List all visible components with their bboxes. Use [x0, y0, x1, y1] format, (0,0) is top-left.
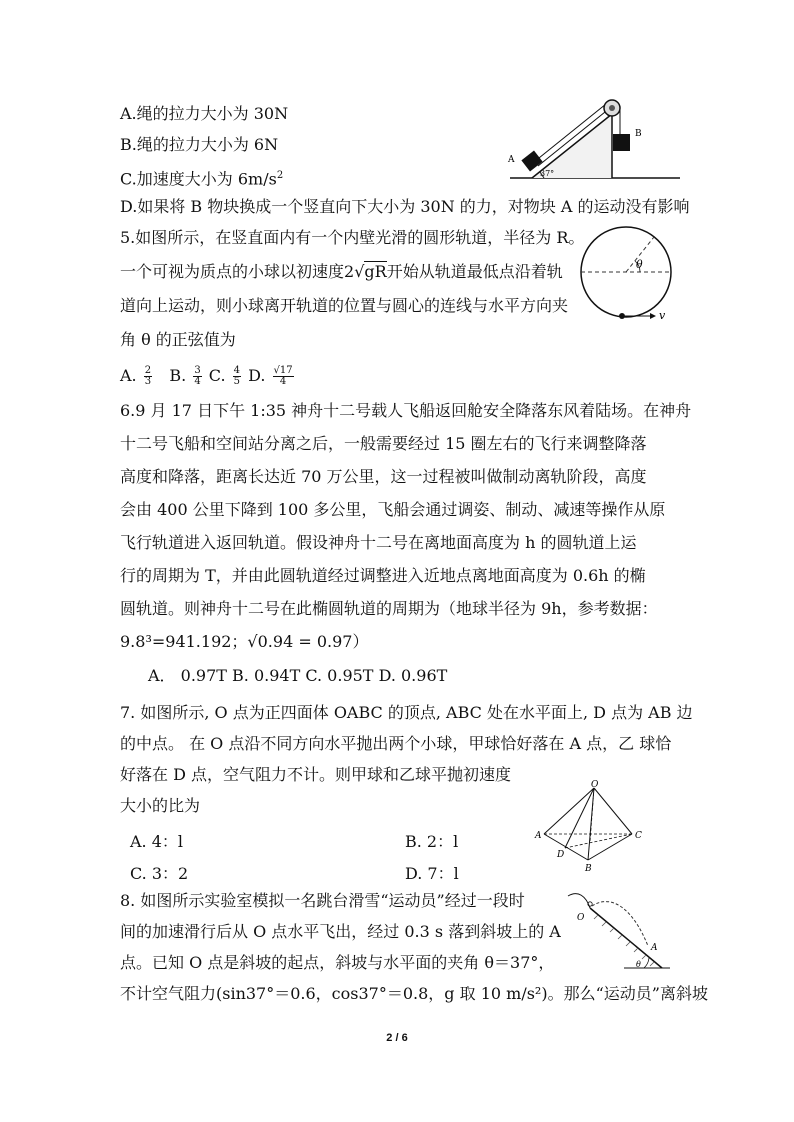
q8-label-a: A: [651, 943, 658, 953]
q4-angle-label: 37°: [540, 169, 555, 178]
q7-option-d: D. 7：l: [405, 864, 459, 883]
q4-label-a: A: [508, 155, 515, 165]
q8-theta-label: θ: [636, 960, 641, 969]
q5-line-2-radicand: gR: [364, 262, 387, 281]
q5-v-label: v: [659, 309, 666, 322]
q6-data-line: 9.8³=941.192；√0.94 = 0.97）: [120, 632, 369, 651]
q5-option-c-label: C.: [208, 366, 226, 385]
sqrt-sign: √: [354, 262, 365, 281]
q7-tetrahedron-figure: [534, 780, 650, 872]
q6-line-3: 高度和降落，距离长达近 70 万公里，这一过程被叫做制动离轨阶段，高度: [120, 467, 647, 486]
q5-option-c-numerator: 4: [233, 365, 241, 376]
q4-option-b: B.绳的拉力大小为 6N: [120, 135, 279, 154]
q7-line-1: 7. 如图所示, O 点为正四面体 OABC 的顶点, ABC 处在水平面上, D 点为 AB 边: [120, 703, 693, 722]
q7-label-c: C: [635, 831, 642, 841]
q6-line-1: 6.9 月 17 日下午 1:35 神舟十二号载人飞船返回舱安全降落东风着陆场。在神舟: [120, 401, 692, 420]
q8-line-3: 点。已知 O 点是斜坡的起点，斜坡与水平面的夹角 θ＝37°，: [120, 953, 555, 972]
q6-line-4: 会由 400 公里下降到 100 多公里，飞船会通过调姿、制动、减速等操作从原: [120, 500, 666, 519]
q5-option-b-fraction: [193, 366, 201, 387]
q4-option-c: [120, 166, 283, 189]
q5-option-a-denominator: 3: [144, 376, 152, 387]
q5-option-c-denominator: 5: [233, 376, 241, 387]
q5-options: [120, 366, 296, 387]
q5-option-d: [248, 366, 296, 385]
q5-option-d-label: D.: [248, 366, 266, 385]
q7-label-a: A: [535, 831, 542, 841]
q6-line-7: 圆轨道。则神舟十二号在此椭圆轨道的周期为（地球半径为 9h，参考数据：: [120, 599, 658, 618]
q7-label-b: B: [585, 864, 592, 872]
q6-line-5: 飞行轨道进入返回轨道。假设神舟十二号在离地面高度为 h 的圆轨道上运: [120, 533, 637, 552]
q5-line-1: 5.如图所示，在竖直面内有一个内壁光滑的圆形轨道，半径为 R。: [120, 228, 585, 247]
q8-label-o: O: [577, 913, 585, 923]
q5-line-3: 道向上运动，则小球离开轨道的位置与圆心的连线与水平方向夹: [120, 296, 569, 315]
q8-line-4: 不计空气阻力(sin37°＝0.6，cos37°＝0.8，g 取 10 m/s²)。那么“运动员”离斜坡: [120, 984, 708, 1003]
q4-option-d: D.如果将 B 物块换成一个竖直向下大小为 30N 的力，对物块 A 的运动没有影响: [120, 197, 690, 216]
q5-option-d-fraction: [273, 366, 294, 387]
q7-option-a: A. 4：l: [130, 832, 184, 851]
q5-option-a: [120, 366, 154, 385]
q5-option-b-numerator: 3: [194, 365, 201, 376]
q5-option-a-label: A.: [120, 366, 137, 385]
page-number: 2 / 6: [386, 1032, 408, 1044]
q7-option-b: B. 2：l: [405, 832, 459, 851]
q7-line-3: 好落在 D 点，空气阻力不计。则甲球和乙球平抛初速度: [120, 765, 512, 784]
q8-ski-slope-figure: [562, 884, 674, 972]
q5-option-b-denominator: 4: [194, 376, 201, 387]
q5-option-b: [169, 366, 203, 385]
q6-options: A． 0.97T B. 0.94T C. 0.95T D. 0.96T: [148, 666, 448, 685]
q7-line-2: 的中点。 在 O 点沿不同方向水平抛出两个小球，甲球恰好落在 A 点，乙 球恰: [120, 734, 672, 753]
q5-option-b-label: B.: [169, 366, 187, 385]
q4-option-a: A.绳的拉力大小为 30N: [120, 104, 289, 123]
q5-option-a-numerator: 2: [144, 365, 152, 376]
q4-label-b: B: [635, 129, 642, 139]
q5-option-d-denominator: 4: [279, 376, 287, 387]
q4-option-c-text: C.加速度大小为 6m/s: [120, 169, 277, 189]
q8-line-1: 8. 如图所示实验室模拟一名跳台滑雪“运动员”经过一段时: [120, 891, 525, 910]
q5-option-d-numerator: √17: [273, 365, 293, 376]
q5-circular-track-figure: [566, 226, 676, 324]
q5-line-2: [120, 262, 563, 282]
q5-option-c-fraction: [233, 366, 241, 387]
q8-line-2: 间的加速滑行后从 O 点水平飞出，经过 0.3 s 落到斜坡上的 A: [120, 922, 561, 941]
q7-label-o: O: [591, 780, 599, 790]
q5-line-2-pre: 一个可视为质点的小球以初速度2: [120, 262, 355, 281]
q7-label-d: D: [557, 850, 565, 860]
q6-line-2: 十二号飞船和空间站分离之后，一般需要经过 15 圈左右的飞行来调整降落: [120, 434, 647, 453]
q7-line-4: 大小的比为: [120, 796, 201, 815]
q5-option-a-fraction: [144, 366, 152, 387]
q5-option-c: [209, 366, 243, 385]
q5-theta-label: θ: [636, 258, 643, 271]
q5-line-2-post: 开始从轨道最低点沿着轨: [386, 262, 563, 281]
q5-line-4: 角 θ 的正弦值为: [120, 330, 236, 349]
q4-pulley-incline-figure: [504, 96, 684, 180]
q4-option-c-exponent: 2: [276, 170, 284, 181]
q6-line-6: 行的周期为 T，并由此圆轨道经过调整进入近地点离地面高度为 0.6h 的椭: [120, 566, 646, 585]
q7-option-c: C. 3：2: [130, 864, 189, 883]
